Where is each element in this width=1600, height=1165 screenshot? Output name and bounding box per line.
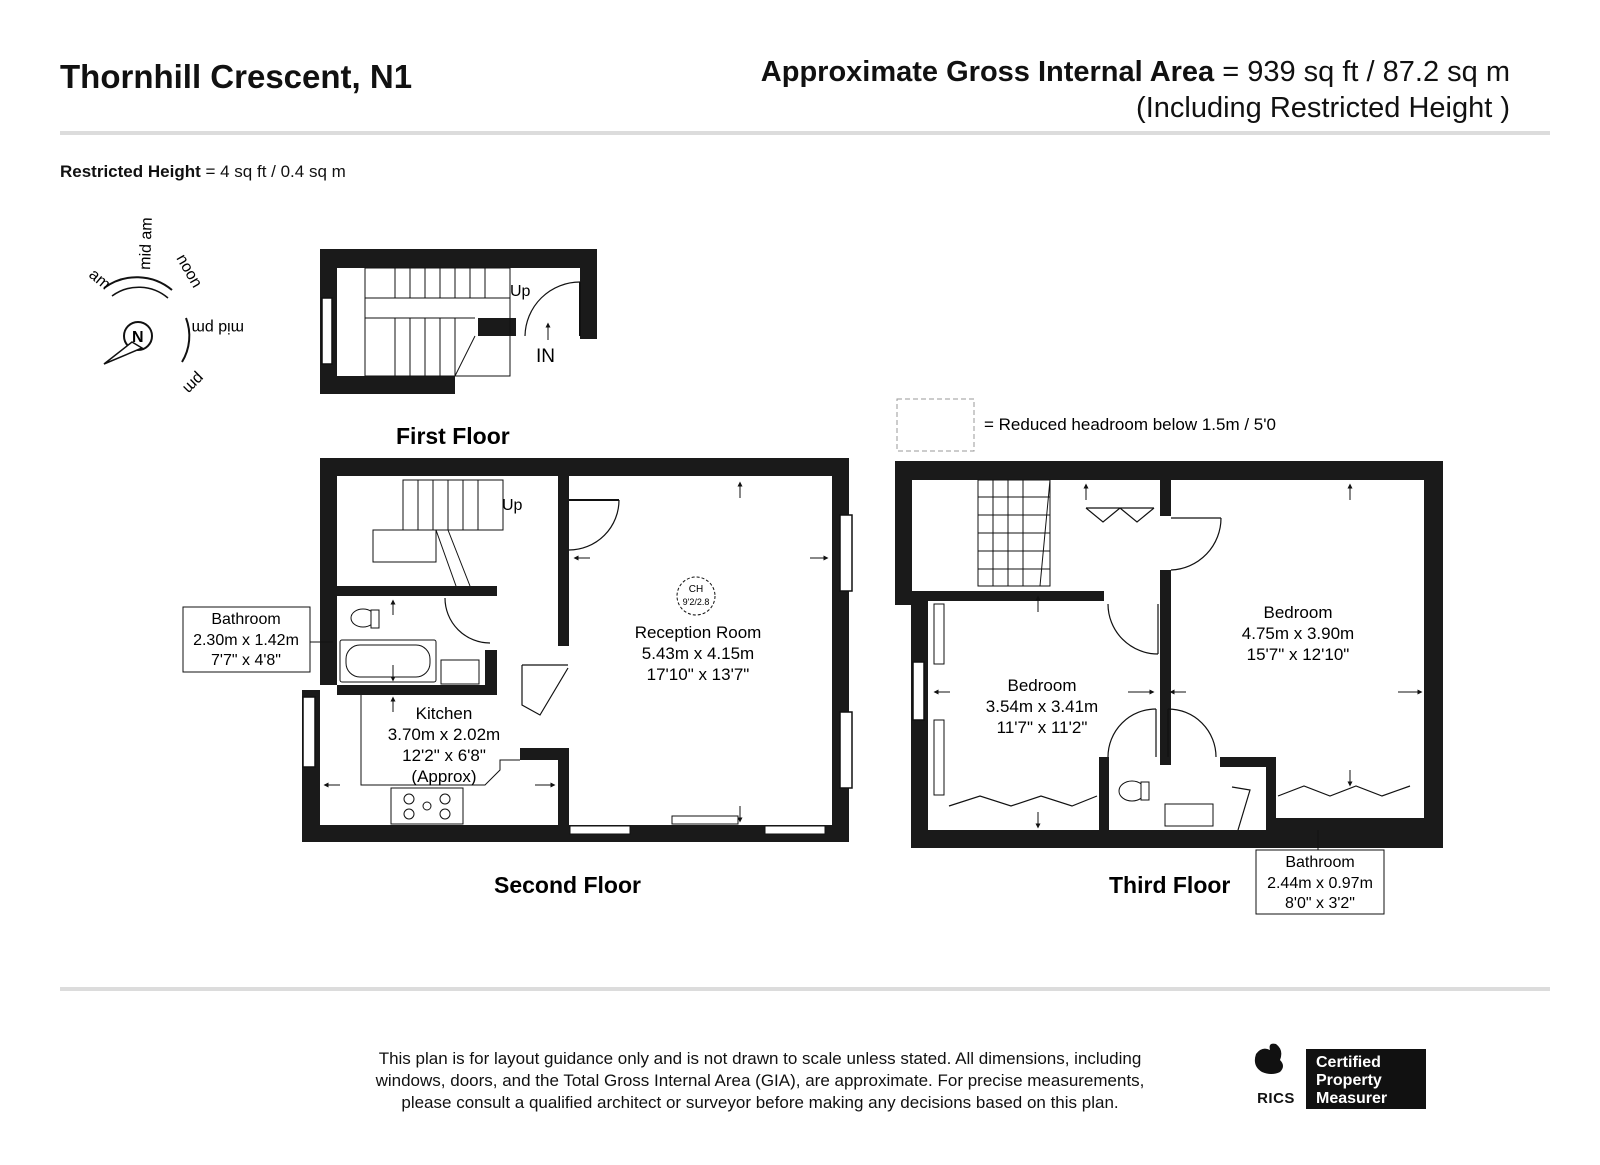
restricted-label: Restricted Height — [60, 162, 201, 181]
compass-label-mid-pm: mid pm — [191, 319, 244, 336]
bedroom1-metric: 3.54m x 3.41m — [985, 697, 1099, 716]
bathroom-metric: 2.30m x 1.42m — [193, 632, 299, 649]
bedroom2-west-wall-upper — [1160, 480, 1171, 516]
south-window-a — [570, 826, 630, 834]
second-floor-up-label: Up — [502, 497, 523, 514]
compass-label-pm: pm — [179, 369, 208, 397]
reception-room-metric: 5.43m x 4.15m — [641, 644, 755, 663]
ceiling-height-value: 9'2/2.8 — [682, 597, 710, 607]
hob — [391, 788, 463, 824]
bathtub-basin — [346, 645, 430, 677]
third-floor-title: Third Floor — [1109, 872, 1231, 898]
bedroom1-imperial: 11'7" x 11'2" — [996, 718, 1088, 737]
bathroom-fixtures — [340, 609, 479, 684]
property-address: Thornhill Crescent, N1 — [60, 58, 413, 95]
compass-label-noon: noon — [172, 251, 206, 291]
kitchen-metric: 3.70m x 2.02m — [387, 725, 501, 744]
ceiling-height-marker — [677, 577, 715, 615]
first-floor-title: First Floor — [396, 423, 510, 449]
compass-label-mid-am: mid am — [137, 217, 156, 271]
bedroom2-metric: 4.75m x 3.90m — [1241, 624, 1355, 643]
bedroom1-window — [913, 662, 924, 720]
restricted-value: = 4 sq ft / 0.4 sq m — [200, 162, 346, 181]
ensuite-imperial: 8'0" x 3'2" — [1285, 895, 1355, 912]
first-floor-up-label: Up — [510, 283, 531, 300]
bedroom1-wardrobe-a — [934, 604, 944, 664]
bedroom2-south-wall — [1266, 818, 1424, 830]
first-floor-plan — [320, 249, 597, 394]
first-floor-door-swing — [525, 282, 580, 336]
compass — [85, 217, 244, 397]
legend-text: = Reduced headroom below 1.5m / 5'0 — [984, 415, 1276, 434]
bedroom1-name: Bedroom — [1007, 676, 1077, 695]
bathroom-basin — [441, 660, 479, 684]
kitchen-east-wall — [558, 748, 569, 826]
bedroom2-name: Bedroom — [1263, 603, 1333, 622]
stair-south-wall — [337, 586, 497, 596]
ensuite-metric: 2.44m x 0.97m — [1267, 875, 1373, 892]
compass-arc-inner — [112, 287, 168, 298]
kitchen-name: Kitchen — [415, 704, 473, 723]
compass-arc-pm — [182, 318, 189, 362]
reception-door-swing — [569, 500, 619, 550]
ensuite-name: Bathroom — [1285, 854, 1355, 871]
gia-label: Approximate Gross Internal Area — [760, 56, 1215, 88]
second-floor-plan — [183, 458, 852, 842]
badge-line-2: Property — [1316, 1072, 1382, 1089]
kitchen-note: (Approx) — [411, 767, 477, 786]
compass-arc-am — [104, 277, 172, 290]
reception-window-lower — [840, 712, 852, 788]
reception-west-wall — [558, 476, 569, 646]
bathroom-door-swing — [445, 598, 490, 643]
ensuite-toilet-cistern — [1141, 782, 1149, 800]
ensuite-west-wall — [1099, 757, 1109, 830]
badge-line-1: Certified — [1316, 1054, 1381, 1071]
ceiling-height-label: CH — [688, 584, 704, 595]
badge-line-3: Measurer — [1316, 1090, 1388, 1107]
south-window-b — [765, 826, 825, 834]
second-floor-stairs — [373, 480, 503, 586]
ensuite-basin — [1165, 804, 1213, 826]
toilet-cistern — [371, 610, 379, 628]
bedroom2-west-wall — [1160, 570, 1171, 765]
entrance-label: IN — [536, 346, 555, 367]
compass-label-am: am — [85, 266, 114, 294]
reception-window-upper — [840, 515, 852, 591]
compass-north-label: N — [132, 329, 144, 346]
bedroom1-wardrobe-b — [934, 720, 944, 795]
rics-label: RICS — [1257, 1090, 1295, 1107]
first-floor-walls — [320, 249, 597, 394]
bathroom-imperial: 7'7" x 4'8" — [211, 652, 281, 669]
first-floor-window — [322, 298, 332, 364]
disclaimer-text: This plan is for layout guidance only and is not drawn to scale unless stated. All dimensions, including windows, doors, and the Total Gross Internal Area (GIA), are approximate. For precise measurements, please consult a qualified architect or surveyor before making any decisions based on this plan. — [375, 1049, 1145, 1112]
ensuite-fixtures — [1119, 781, 1213, 826]
third-floor-dimension-arrows — [936, 486, 1420, 850]
footer-divider — [60, 987, 1550, 991]
gia-value: = 939 sq ft / 87.2 sq m — [1214, 56, 1510, 88]
bedroom2-imperial: 15'7" x 12'10" — [1246, 645, 1350, 664]
reception-room-imperial: 17'10" x 13'7" — [646, 665, 750, 684]
third-floor-doors — [949, 508, 1410, 830]
bathroom-east-wall — [485, 650, 497, 695]
rics-emblem-icon — [1255, 1044, 1283, 1074]
certified-measurer-badge — [1306, 1049, 1426, 1109]
fireplace — [672, 816, 738, 824]
landing-south-wall — [928, 591, 1104, 601]
gia-note: (Including Restricted Height ) — [1136, 92, 1510, 124]
reception-room-name: Reception Room — [634, 623, 762, 642]
kitchen-imperial: 12'2" x 6'8" — [402, 746, 486, 765]
reduced-headroom-swatch — [897, 399, 974, 451]
kitchen-window — [303, 697, 315, 767]
bathroom-south-wall — [337, 685, 495, 695]
cupboard-door — [522, 665, 568, 715]
bathroom-name: Bathroom — [211, 611, 281, 628]
third-floor-stairs — [978, 480, 1050, 586]
rics-logo — [1248, 1090, 1304, 1108]
second-floor-title: Second Floor — [494, 872, 641, 898]
third-floor-plan — [895, 461, 1443, 914]
